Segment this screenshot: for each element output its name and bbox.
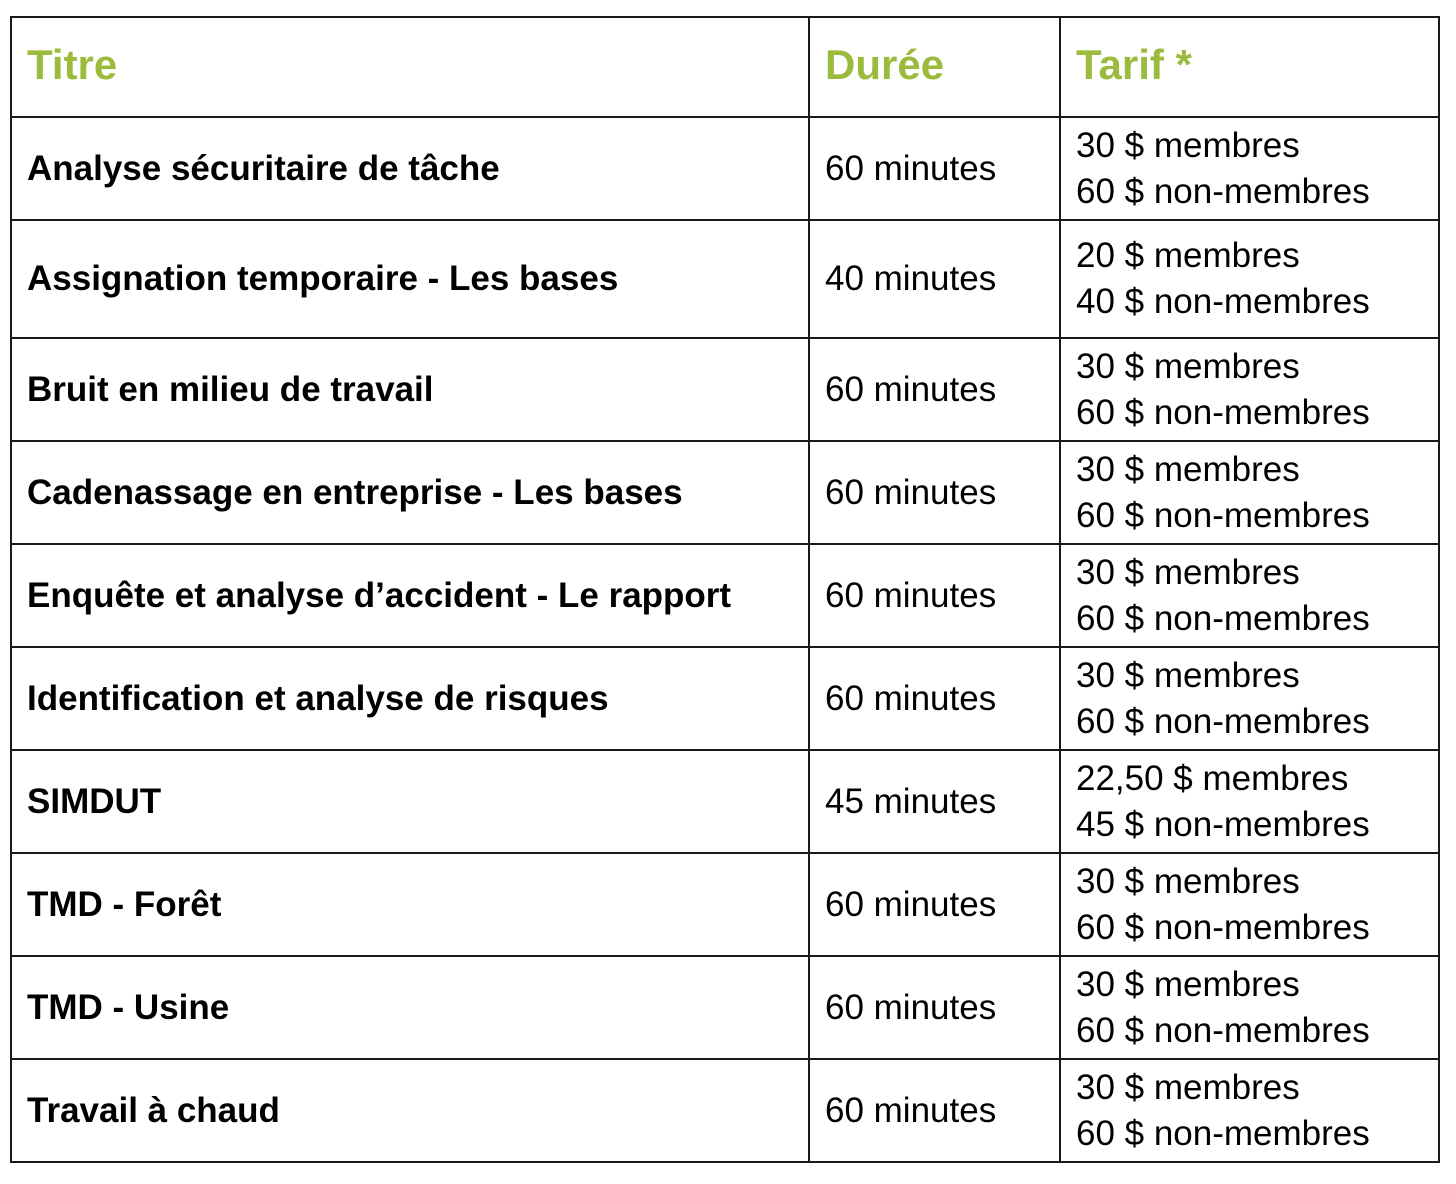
price-non-members: 60 $ non-membres bbox=[1076, 907, 1370, 947]
header-title: Titre bbox=[11, 17, 809, 117]
header-duration: Durée bbox=[809, 17, 1060, 117]
price-non-members: 45 $ non-membres bbox=[1076, 804, 1370, 844]
course-price bbox=[1060, 117, 1439, 220]
table-row bbox=[11, 750, 1439, 853]
price-non-members: 60 $ non-membres bbox=[1076, 701, 1370, 741]
price-non-members: 40 $ non-membres bbox=[1076, 282, 1370, 321]
course-title: Assignation temporaire - Les bases bbox=[11, 220, 809, 338]
course-price bbox=[1060, 544, 1439, 647]
course-duration: 60 minutes bbox=[809, 441, 1060, 544]
course-price bbox=[1060, 338, 1439, 441]
course-title: Enquête et analyse d’accident - Le rapport bbox=[11, 544, 809, 647]
course-duration: 60 minutes bbox=[809, 117, 1060, 220]
course-duration: 40 minutes bbox=[809, 220, 1060, 338]
price-non-members: 60 $ non-membres bbox=[1076, 1113, 1370, 1153]
price-members: 30 $ membres bbox=[1076, 655, 1300, 695]
table-header-row bbox=[11, 17, 1439, 117]
course-duration: 60 minutes bbox=[809, 956, 1060, 1059]
course-title: TMD - Forêt bbox=[11, 853, 809, 956]
course-price bbox=[1060, 220, 1439, 338]
price-members: 30 $ membres bbox=[1076, 449, 1300, 489]
course-duration: 60 minutes bbox=[809, 1059, 1060, 1162]
table-row bbox=[11, 220, 1439, 338]
course-duration: 60 minutes bbox=[809, 853, 1060, 956]
course-pricing-table bbox=[10, 16, 1440, 1163]
course-duration: 60 minutes bbox=[809, 544, 1060, 647]
table-row bbox=[11, 117, 1439, 220]
table-row bbox=[11, 441, 1439, 544]
course-title: TMD - Usine bbox=[11, 956, 809, 1059]
course-title: Analyse sécuritaire de tâche bbox=[11, 117, 809, 220]
price-non-members: 60 $ non-membres bbox=[1076, 1010, 1370, 1050]
table-row bbox=[11, 647, 1439, 750]
course-title: Identification et analyse de risques bbox=[11, 647, 809, 750]
course-duration: 60 minutes bbox=[809, 338, 1060, 441]
table-row bbox=[11, 853, 1439, 956]
course-price bbox=[1060, 647, 1439, 750]
price-non-members: 60 $ non-membres bbox=[1076, 598, 1370, 638]
course-duration: 45 minutes bbox=[809, 750, 1060, 853]
price-members: 30 $ membres bbox=[1076, 125, 1300, 165]
course-title: Cadenassage en entreprise - Les bases bbox=[11, 441, 809, 544]
table-row bbox=[11, 544, 1439, 647]
price-non-members: 60 $ non-membres bbox=[1076, 495, 1370, 535]
price-members: 20 $ membres bbox=[1076, 236, 1300, 275]
course-price bbox=[1060, 441, 1439, 544]
course-price bbox=[1060, 956, 1439, 1059]
price-non-members: 60 $ non-membres bbox=[1076, 171, 1370, 211]
course-price bbox=[1060, 853, 1439, 956]
price-members: 30 $ membres bbox=[1076, 861, 1300, 901]
price-members: 22,50 $ membres bbox=[1076, 758, 1349, 798]
table-row bbox=[11, 1059, 1439, 1162]
course-title: SIMDUT bbox=[11, 750, 809, 853]
price-non-members: 60 $ non-membres bbox=[1076, 392, 1370, 432]
price-members: 30 $ membres bbox=[1076, 964, 1300, 1004]
header-price: Tarif * bbox=[1060, 17, 1439, 117]
course-title: Travail à chaud bbox=[11, 1059, 809, 1162]
table-row bbox=[11, 338, 1439, 441]
price-members: 30 $ membres bbox=[1076, 1067, 1300, 1107]
course-price bbox=[1060, 750, 1439, 853]
course-title: Bruit en milieu de travail bbox=[11, 338, 809, 441]
table-row bbox=[11, 956, 1439, 1059]
course-duration: 60 minutes bbox=[809, 647, 1060, 750]
price-members: 30 $ membres bbox=[1076, 552, 1300, 592]
price-members: 30 $ membres bbox=[1076, 346, 1300, 386]
course-price bbox=[1060, 1059, 1439, 1162]
